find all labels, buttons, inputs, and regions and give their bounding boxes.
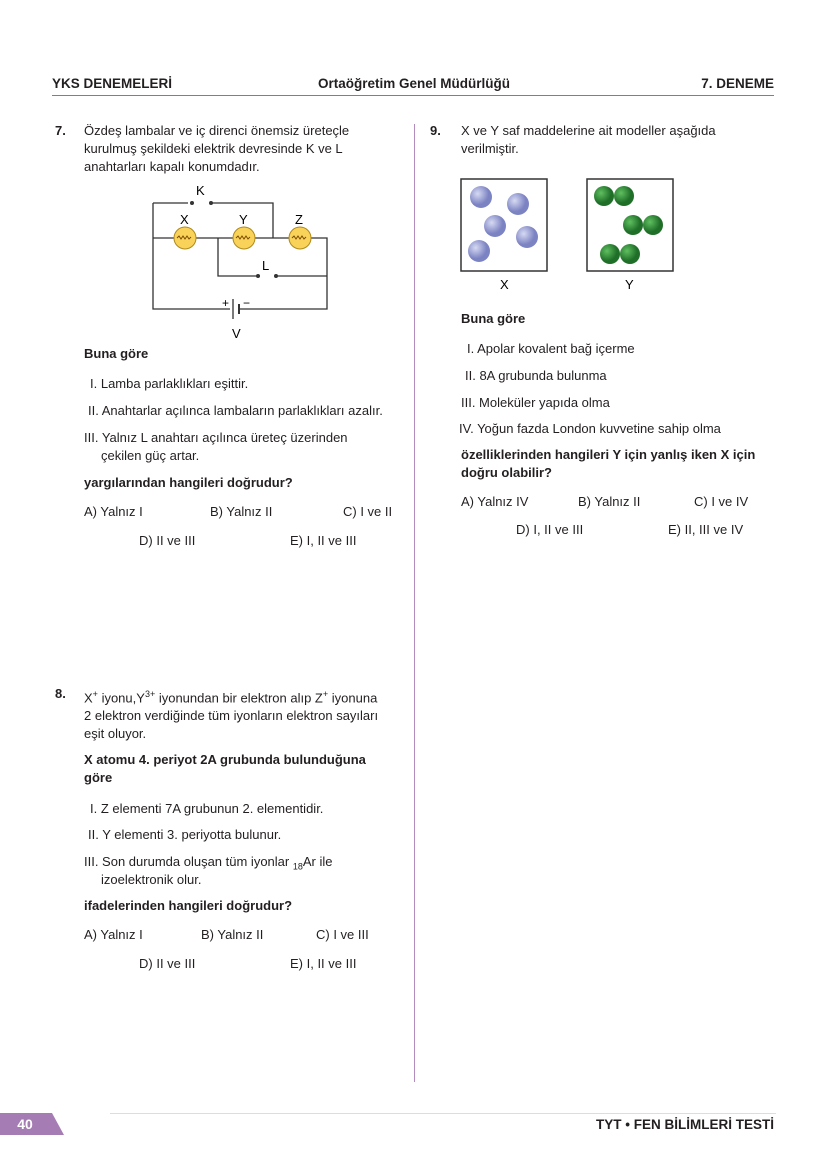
footer-divider <box>110 1113 776 1114</box>
header-left: YKS DENEMELERİ <box>52 76 173 91</box>
model-y-label: Y <box>625 277 634 292</box>
header-right: 7. DENEME <box>701 76 774 91</box>
header-center: Ortaöğretim Genel Müdürlüğü <box>318 76 511 91</box>
question-line: özelliklerinden hangileri Y için yanlış iken X için <box>461 447 756 462</box>
q7-option-d[interactable]: D) II ve III <box>139 533 196 548</box>
particle-models <box>455 175 685 295</box>
atomic-number: 18 <box>292 861 303 872</box>
question-line: doğru olabilir? <box>461 465 552 480</box>
q7-item: I. Lamba parlaklıkları eşittir. <box>90 376 249 391</box>
lamp-y-label: Y <box>239 212 248 227</box>
lead-line: göre <box>84 770 113 785</box>
circuit-diagram <box>140 180 340 340</box>
q8-option-e[interactable]: E) I, II ve III <box>290 956 357 971</box>
q7-item: II. Anahtarlar açılınca lambaların parlaklıkları azalır. <box>88 403 383 418</box>
text: Ar ile <box>302 854 333 869</box>
lamp-x-label: X <box>180 212 189 227</box>
charge: + <box>92 689 98 699</box>
switch-l-label: L <box>262 258 270 273</box>
stem-line: anahtarları kapalı konumdadır. <box>84 159 260 174</box>
q8-lead <box>84 751 366 787</box>
stem-line: Özdeş lambalar ve iç direnci önemsiz üreteçle <box>84 123 350 138</box>
q8-stem <box>84 685 378 743</box>
q8-option-a[interactable]: A) Yalnız I <box>84 927 143 942</box>
q8-item: II. Y elementi 3. periyotta bulunur. <box>88 827 282 842</box>
q9-option-a[interactable]: A) Yalnız IV <box>461 494 529 509</box>
q7-stem <box>84 122 349 176</box>
q8-option-b[interactable]: B) Yalnız II <box>201 927 264 942</box>
charge: 3+ <box>144 689 156 699</box>
q9-lead: Buna göre <box>461 311 526 326</box>
text: III. Son durumda oluşan tüm iyonlar <box>84 854 290 869</box>
q9-stem <box>461 122 716 158</box>
minus-label: − <box>243 296 251 310</box>
q7-question: yargılarından hangileri doğrudur? <box>84 475 293 490</box>
q9-item: IV. Yoğun fazda London kuvvetine sahip olma <box>459 421 721 436</box>
stem-line: verilmiştir. <box>461 141 519 156</box>
q9-option-b[interactable]: B) Yalnız II <box>578 494 641 509</box>
text: iyonuna <box>331 690 378 706</box>
stem-line: eşit oluyor. <box>84 726 147 742</box>
text: iyonundan bir elektron alıp Z <box>158 690 323 706</box>
switch-k-label: K <box>196 183 205 198</box>
q7-item: III. Yalnız L anahtarı açılınca üreteç üzerinden <box>84 430 348 445</box>
q9-item: III. Moleküler yapıda olma <box>461 395 610 410</box>
q8-item <box>84 854 333 872</box>
text: X <box>84 690 93 706</box>
q7-lead: Buna göre <box>84 346 149 361</box>
q8-item: I. Z elementi 7A grubunun 2. elementidir. <box>90 801 324 816</box>
q8-option-d[interactable]: D) II ve III <box>139 956 196 971</box>
q9-option-c[interactable]: C) I ve IV <box>694 494 749 509</box>
model-x-label: X <box>500 277 509 292</box>
q9-number: 9. <box>430 123 441 138</box>
charge: + <box>322 689 329 699</box>
q9-item: I. Apolar kovalent bağ içerme <box>467 341 635 356</box>
q7-option-c[interactable]: C) I ve II <box>343 504 393 519</box>
battery-label: V <box>232 326 241 340</box>
stem-line: kurulmuş şekildeki elektrik devresinde K ve L <box>84 141 343 156</box>
q9-option-d[interactable]: D) I, II ve III <box>516 522 584 537</box>
q8-number: 8. <box>55 686 66 701</box>
lamp-z-label: Z <box>295 212 303 227</box>
q7-option-e[interactable]: E) I, II ve III <box>290 533 357 548</box>
q9-question <box>461 446 755 482</box>
page-number: 40 <box>0 1113 50 1135</box>
header-divider <box>52 95 774 96</box>
plus-label: + <box>222 296 230 310</box>
q7-number: 7. <box>55 123 66 138</box>
stem-line: 2 elektron verdiğinde tüm iyonların elektron sayıları <box>84 708 379 724</box>
column-divider <box>414 124 415 1082</box>
q7-option-a[interactable]: A) Yalnız I <box>84 504 143 519</box>
q8-option-c[interactable]: C) I ve III <box>316 927 369 942</box>
q7-option-b[interactable]: B) Yalnız II <box>210 504 273 519</box>
footer-title: TYT • FEN BİLİMLERİ TESTİ <box>596 1117 774 1132</box>
q8-question: ifadelerinden hangileri doğrudur? <box>84 898 293 913</box>
page-tab-decoration <box>46 1113 68 1135</box>
q7-item: çekilen güç artar. <box>101 448 200 463</box>
stem-line: X ve Y saf maddelerine ait modeller aşağıda <box>461 123 716 138</box>
q8-item: izoelektronik olur. <box>101 872 202 887</box>
lamp-icons <box>174 227 311 249</box>
q9-item: II. 8A grubunda bulunma <box>465 368 607 383</box>
lead-line: X atomu 4. periyot 2A grubunda bulunduğuna <box>84 752 366 767</box>
text: iyonu,Y <box>101 690 145 706</box>
q9-option-e[interactable]: E) II, III ve IV <box>668 522 744 537</box>
